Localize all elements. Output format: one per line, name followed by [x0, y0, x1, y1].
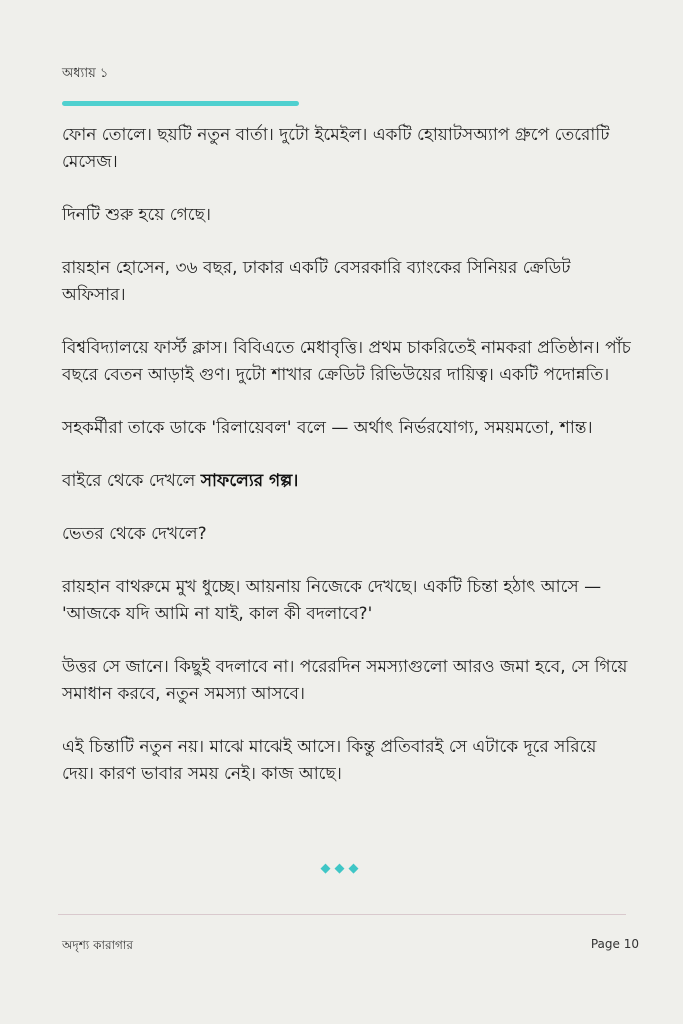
paragraph: উত্তর সে জানে। কিছুই বদলাবে না। পরেরদিন সমস্যাগুলো আরও জমা হবে, সে গিয়ে সমাধান করবে, নতুন সমস্যা আসবে। — [62, 657, 628, 704]
chapter-label: অধ্যায় ১ — [62, 66, 109, 81]
chapter-body — [62, 122, 632, 814]
chapter-accent-bar — [62, 101, 299, 106]
section-break-ornament: ◆◆◆ — [320, 861, 363, 876]
paragraph: দিনটি শুরু হয়ে গেছে। — [62, 205, 211, 225]
paragraph: সহকর্মীরা তাকে ডাকে 'রিলায়েবল' বলে — অর্থাৎ নির্ভরযোগ্য, সময়মতো, শান্ত। — [62, 418, 593, 438]
footer-page-number: Page 10 — [590, 937, 639, 951]
paragraph: ভেতর থেকে দেখলে? — [62, 524, 207, 544]
emphasis-lead-text: বাইরে থেকে দেখলে — [62, 471, 201, 491]
paragraph: রায়হান বাথরুমে মুখ ধুচ্ছে। আয়নায় নিজেকে দেখছে। একটি চিন্তা হঠাৎ আসে — 'আজকে যদি আমি না যাই, কাল কী বদলাবে?' — [62, 577, 602, 624]
paragraph: বিশ্ববিদ্যালয়ে ফার্স্ট ক্লাস। বিবিএতে মেধাবৃত্তি। প্রথম চাকরিতেই নামকরা প্রতিষ্ঠান। পাঁচ বছরে বেতন আড়াই গুণ। দুটো শাখার ক্রেডিট রিভিউয়ের দায়িত্ব। একটি পদোন্নতি। — [62, 338, 631, 385]
paragraph: রায়হান হোসেন, ৩৬ বছর, ঢাকার একটি বেসরকারি ব্যাংকের সিনিয়র ক্রেডিট অফিসার। — [62, 258, 571, 305]
paragraph: ফোন তোলে। ছয়টি নতুন বার্তা। দুটো ইমেইল। একটি হোয়াটসঅ্যাপ গ্রুপে তেরোটি মেসেজ। — [62, 125, 610, 172]
emphasis-bold-text: সাফল্যের গল্প। — [200, 471, 299, 491]
paragraph: এই চিন্তাটি নতুন নয়। মাঝে মাঝেই আসে। কিন্তু প্রতিবারই সে এটাকে দূরে সরিয়ে দেয়। কারণ ভাবার সময় নেই। কাজ আছে। — [62, 737, 597, 784]
emphasis-paragraph — [62, 468, 632, 495]
footer-divider — [58, 914, 626, 915]
footer-book-title: অদৃশ্য কারাগার — [62, 938, 133, 952]
